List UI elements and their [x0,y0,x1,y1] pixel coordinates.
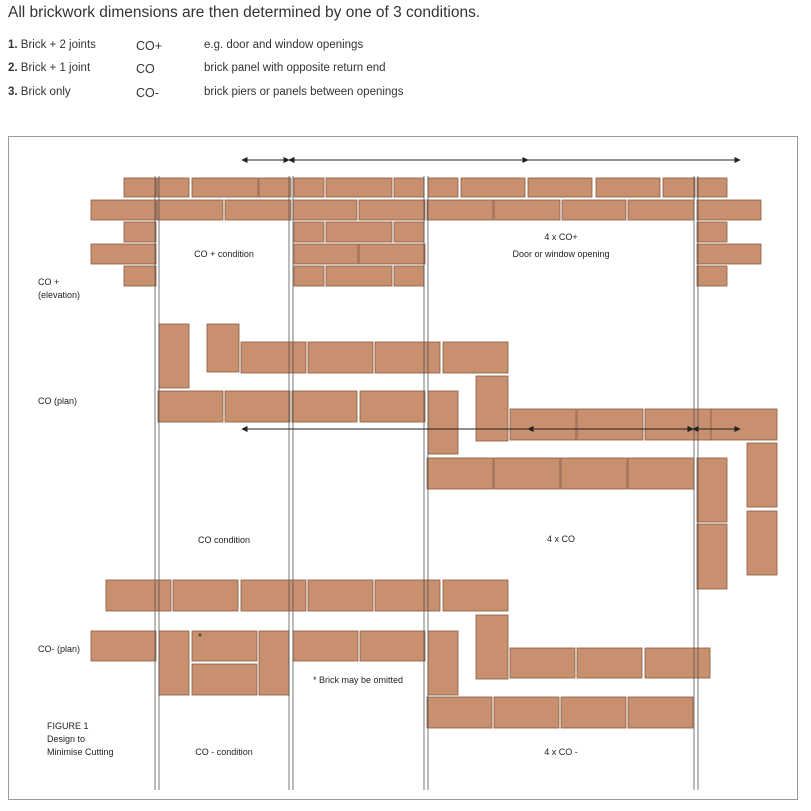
co-condition-label: CO condition [197,535,251,545]
brick [124,178,156,197]
brick [359,244,425,264]
brick [375,342,440,373]
brick [326,222,392,242]
brick [91,200,156,220]
brick [294,222,324,242]
brick [443,342,508,373]
brick [192,178,258,197]
brick [192,664,257,695]
brick [476,615,508,679]
brick [157,200,223,220]
brick [394,266,424,286]
brick [225,200,291,220]
brick [747,443,777,507]
brick [645,648,710,678]
brick [158,391,223,422]
brick [697,200,761,220]
brick [241,580,306,611]
brick [308,580,373,611]
brick [577,648,642,678]
brick [159,324,189,388]
brick [225,391,290,422]
brick [476,376,508,441]
figure-caption-line-2: Design to [47,734,86,744]
page-heading: All brickwork dimensions are then determined by one of 3 conditions. [8,4,481,21]
brick [360,631,425,661]
condition-example: brick piers or panels between openings [204,86,404,98]
omitted-brick-note: * Brick may be omitted [312,675,404,685]
brick [697,458,727,522]
condition-number: 2. [8,62,18,74]
brick [645,409,711,440]
co-plus-condition-label: CO + condition [194,249,254,259]
opening-count-label: 4 x CO+ [544,232,578,242]
condition-code: CO [136,62,155,76]
brick [697,222,727,242]
brick [427,458,493,489]
condition-code: CO- [136,86,159,100]
brick [124,266,156,286]
brick [394,178,424,197]
brick [494,458,560,489]
brick [157,178,189,197]
brick [91,631,156,661]
condition-example: brick panel with opposite return end [204,62,386,74]
brick [375,580,440,611]
brick [292,391,357,422]
brick [124,222,156,242]
brick [461,178,525,197]
brick [326,266,392,286]
brick [628,200,694,220]
brick [596,178,660,197]
brick [294,244,358,264]
brick [326,178,392,197]
co-minus-plan-label: CO- (plan) [38,644,81,654]
co-minus-count-label: 4 x CO - [544,747,578,757]
opening-label: Door or window opening [512,249,610,259]
condition-number: 3. [8,86,18,98]
brick [173,580,238,611]
co-count-label: 4 x CO [546,534,576,544]
brick [428,391,458,454]
brick [293,631,358,661]
condition-code: CO+ [136,39,163,53]
brick [528,178,592,197]
brick [428,631,458,695]
brick [207,324,239,372]
brick [577,409,643,440]
brick [510,409,576,440]
condition-example: e.g. door and window openings [204,39,364,51]
brick [394,222,424,242]
condition-text: Brick + 2 joints [20,39,96,51]
brick [562,200,626,220]
brick [510,648,575,678]
condition-text: Brick only [20,86,71,98]
brick [561,458,627,489]
brick [697,178,727,197]
brick [241,342,306,373]
brick [494,697,559,728]
brick [91,244,156,264]
brick [294,178,324,197]
brick [443,580,508,611]
brick [359,200,425,220]
brick [663,178,695,197]
brick [427,200,493,220]
brick [308,342,373,373]
brick [159,631,189,695]
brick [561,697,626,728]
omitted-brick-marker: * [198,632,202,643]
brick [294,266,324,286]
brick [428,178,458,197]
co-plus-sublabel: (elevation) [38,290,81,300]
brick [747,511,777,575]
brick [697,524,727,589]
brick [711,409,777,440]
brick [360,391,425,422]
condition-text: Brick + 1 joint [20,62,91,74]
co-plan-label: CO (plan) [38,396,78,406]
co-minus-condition-label: CO - condition [195,747,253,757]
brick [293,200,357,220]
brick [427,697,492,728]
bricks-group [91,178,777,728]
brick [697,244,761,264]
brick [494,200,560,220]
condition-number: 1. [8,39,18,51]
brick [628,697,693,728]
figure-caption-line-1: FIGURE 1 [47,721,89,731]
co-plus-label: CO + [38,277,60,287]
brick [628,458,694,489]
brick [259,631,289,695]
brick [697,266,727,286]
figure-caption-line-3: Minimise Cutting [47,747,114,757]
brick [259,178,291,197]
brick [106,580,171,611]
